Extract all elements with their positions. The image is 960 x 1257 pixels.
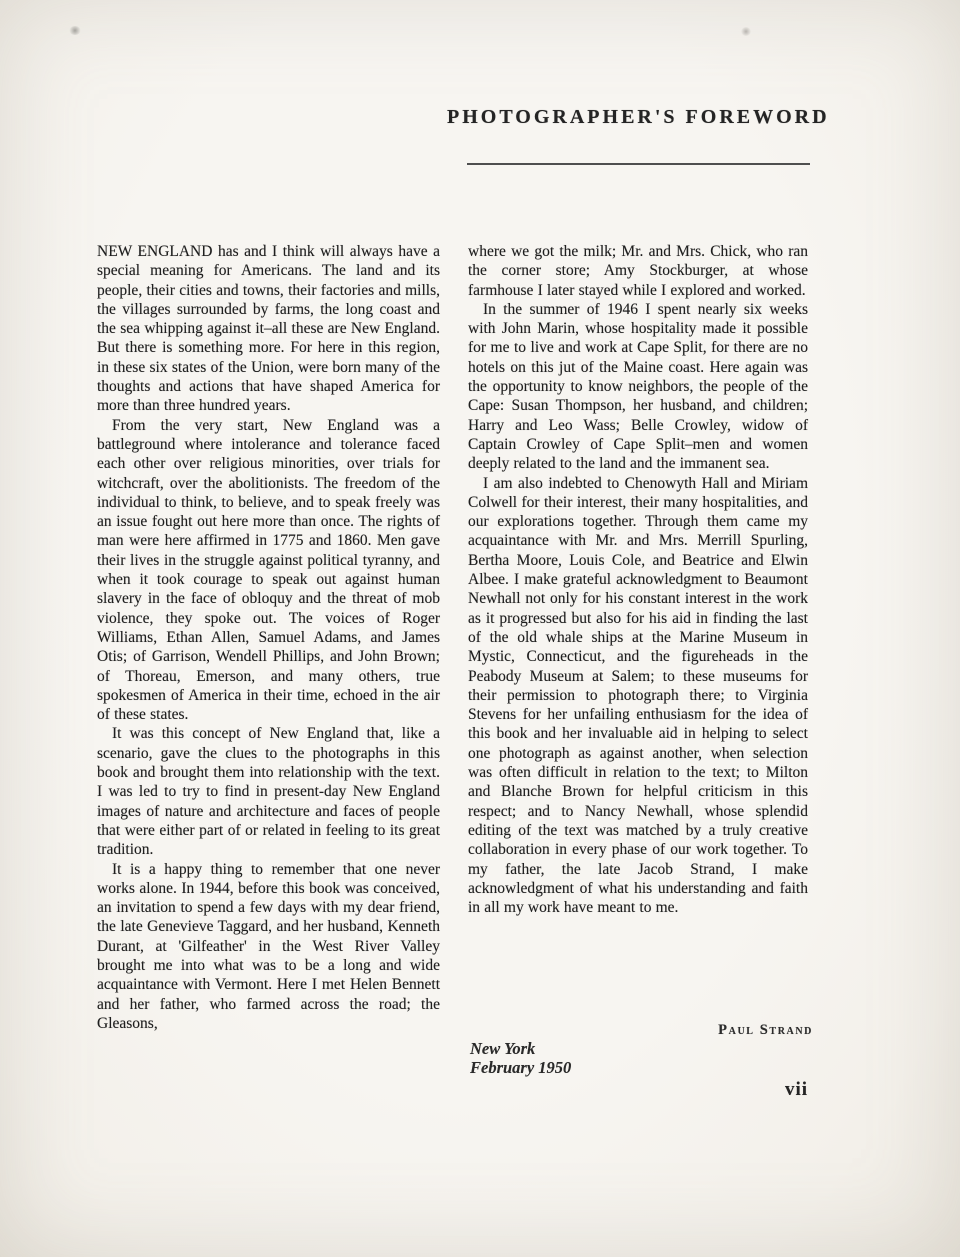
page-number: vii	[785, 1079, 809, 1100]
paragraph: It was this concept of New England that, like a scenario, gave the clues to the photographs in this book and brought them into relationship with the text. I was led to try to find in present-day New England images of nature and architecture and faces of people that were either part of or related in feeling to its great tradition.	[97, 725, 440, 859]
dateline-place: New York	[470, 1039, 536, 1058]
dateline-date: February 1950	[470, 1058, 572, 1077]
left-text-column	[97, 242, 440, 1033]
scan-speck	[741, 27, 751, 36]
title-rule	[467, 163, 810, 165]
paragraph: In the summer of 1946 I spent nearly six weeks with John Marin, whose hospitality made it possible for me to live and work at Cape Split, for there are no hotels on this jut of the Maine coast. Here again was the opportunity to know neighbors, the people of the Cape: Susan Thompson, her husband, and children; Harry and Leo Wass; Belle Crowley, widow of Captain Crowley of Cape Split–men and women deeply related to the land and the immanent sea.	[468, 300, 808, 473]
paragraph: where we got the milk; Mr. and Mrs. Chick, who ran the corner store; Amy Stockburger, at whose farmhouse I later stayed while I explored and worked.	[468, 243, 808, 299]
paragraph: I am also indebted to Chenowyth Hall and Miriam Colwell for their interest, their many hospitalities, and our explorations together. Through them came my acquaintance with Mr. and Mrs. Merrill Spurling, Bertha Moore, Louis Cole, and Beatrice and Elwin Albee. I make grateful acknowledgment to Beaumont Newhall not only for his constant interest in the work as it progressed but also for his aid in finding the last of the old whale ships at the Marine Museum in Mystic, Connecticut, and the figureheads in the Peabody Museum at Salem; to these museums for their permission to photograph there; to Virginia Stevens for her unfailing enthusiasm for the idea of this book and her invaluable aid in helping to select one photograph as against another, when selection was often difficult in relation to the text; to Milton and Blanche Brown for helpful criticism in this respect; and to Nancy Newhall, whose splendid editing of the text was matched by a truly creative collaboration in every phase of our work together. To my father, the late Jacob Strand, I make acknowledgment of what his understanding and faith in all my work have meant to me.	[468, 474, 808, 917]
paragraph: It is a happy thing to remember that one never works alone. In 1944, before this book was conceived, an invitation to spend a few days with my dear friend, the late Genevieve Taggard, and her husband, Kenneth Durant, at 'Gilfeather' in the West River Valley brought me into what was to be a long and wide acquaintance with Vermont. Here I met Helen Bennett and her father, who farmed across the road; the Gleasons,	[97, 860, 440, 1032]
scan-speck	[69, 26, 81, 35]
paragraph: From the very start, New England was a battleground where intolerance and tolerance faced each other over religious minorities, over trials for witchcraft, over the abolitionists. The freedom of the individual to think, to believe, and to speak freely was an issue fought out here more than once. The rights of man were here affirmed in 1775 and 1860. Men gave their lives in the struggle against political tyranny, and when it took courage to speak out against human slavery in the face of obloquy and the threat of mob violence, they spoke out. The voices of Roger Williams, Ethan Allen, Samuel Adams, and James Otis; of Garrison, Wendell Phillips, and John Brown; of Thoreau, Emerson, and many others, true spokesmen of America in their time, echoed in the air of these states.	[97, 416, 440, 724]
dateline	[470, 1039, 571, 1077]
author-signature: Paul Strand	[718, 1022, 813, 1038]
right-text-column	[468, 242, 808, 917]
page-title: PHOTOGRAPHER'S FOREWORD	[447, 106, 830, 128]
paragraph: NEW ENGLAND has and I think will always have a special meaning for Americans. The land and its people, their cities and towns, their factories and mills, the villages surrounded by farms, the long coast and the sea whipping against it–all these are New England. But there is something more. For here in this region, in these six states of the Union, were born many of the thoughts and actions that have shaped America for more than three hundred years.	[97, 243, 440, 415]
